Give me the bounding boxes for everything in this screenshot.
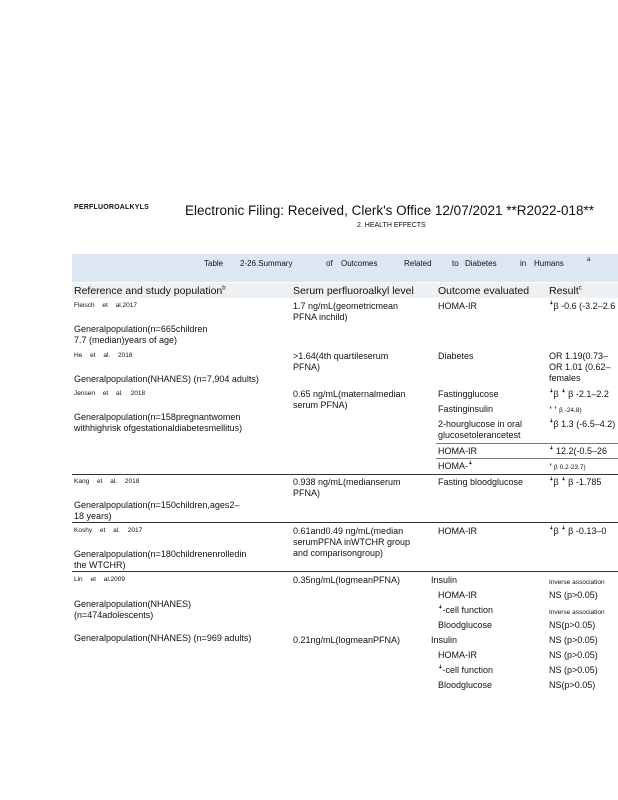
row-serum-level: 0.61and0.49 ng/mL(median serumPFNA inWTCHR group and comparisongroup) <box>293 526 411 558</box>
row-population: Generalpopulation(n=158pregnantwomen withhighrisk ofgestationaldiabetesmellitus) <box>74 412 243 433</box>
row-result: ꜜ β 0.2-23.7) <box>549 464 586 471</box>
row-divider <box>72 522 618 523</box>
sub-row-divider <box>436 458 618 459</box>
row-serum-level: 1.7 ng/mL(geometricmean PFNA inchild) <box>293 301 399 322</box>
row-citation: Jensen et al. 2018 <box>74 390 146 397</box>
row-citation: Fleisch et al.2017 <box>74 302 137 309</box>
column-header-level: Serum perfluoroalkyl level <box>293 285 414 297</box>
row-outcome: Fastingglucose <box>438 389 499 399</box>
row-divider <box>72 571 618 572</box>
row-result: Inverse association <box>549 609 605 616</box>
column-header-population: Reference and study population$^b$ <box>74 285 226 297</box>
row-outcome: Fasting bloodglucose <box>438 477 524 487</box>
row-outcome: HOMA-IR <box>438 590 477 600</box>
row-population: Generalpopulation(NHANES) (n=7,904 adults) <box>74 374 259 384</box>
row-outcome: HOMA-IR <box>438 446 477 456</box>
table-caption-word: to <box>452 259 459 268</box>
row-outcome: Insulin <box>431 635 458 645</box>
row-population: Generalpopulation(NHANES) (n=969 adults) <box>74 633 252 643</box>
row-population: Generalpopulation(n=665children 7.7 (median)years of age) <box>74 324 208 345</box>
row-result: ꜜβ ꜜ β -0.13–0 <box>549 526 607 536</box>
row-serum-level: >1.64(4th quartileserum PFNA) <box>293 351 389 372</box>
row-population: Generalpopulation(n=180childrenenrolledin the WTCHR) <box>74 549 247 570</box>
row-outcome: ꜜ-cell function <box>438 665 494 675</box>
row-result: OR 1.19(0.73– OR 1.01 (0.62– females <box>549 351 611 383</box>
row-citation: Lin et al.2009 <box>74 576 126 583</box>
table-caption-word: Diabetes <box>465 259 497 268</box>
row-outcome: HOMA-IR <box>438 301 477 311</box>
row-result: Inverse association <box>549 579 605 586</box>
running-header-topic: PERFLUOROALKYLS <box>74 204 149 211</box>
table-caption-word: Related <box>404 259 432 268</box>
row-serum-level: 0.35ng/mL(logmeanPFNA) <box>293 575 401 585</box>
row-result: NS (p>0.05) <box>549 650 598 660</box>
row-outcome: HOMA-ꜜ <box>438 461 473 471</box>
row-outcome: Diabetes <box>438 351 474 361</box>
row-result: NS(p>0.05) <box>549 680 596 690</box>
row-divider <box>72 474 618 475</box>
row-result: NS (p>0.05) <box>549 635 598 645</box>
table-caption-word: in <box>520 259 527 268</box>
row-citation: He et al. 2018 <box>74 352 133 359</box>
row-result: ꜜβ ꜜ β -2.1–2.2 <box>549 389 609 399</box>
table-caption-word: of <box>326 259 333 268</box>
row-outcome: Insulin <box>431 575 458 585</box>
row-population: Generalpopulation(n=150children,ages2– 18 years) <box>74 500 240 521</box>
row-result: NS(p>0.05) <box>549 620 596 630</box>
row-outcome: HOMA-IR <box>438 526 477 536</box>
table-caption-word: Outcomes <box>341 259 378 268</box>
section-header: 2. HEALTH EFFECTS <box>357 222 426 229</box>
row-outcome: HOMA-IR <box>438 650 477 660</box>
filing-stamp-title: Electronic Filing: Received, Clerk's Office 12/07/2021 **R2022-018** <box>185 203 595 218</box>
row-serum-level: 0.21ng/mL(logmeanPFNA) <box>293 635 401 645</box>
table-caption-word: Table <box>204 259 224 268</box>
row-serum-level: 0.65 ng/mL(maternalmedian serum PFNA) <box>293 389 406 410</box>
row-outcome: Bloodglucose <box>438 680 493 690</box>
row-outcome: Bloodglucose <box>438 620 493 630</box>
row-result: NS (p>0.05) <box>549 590 598 600</box>
row-result: ꜜβ -0.6 (-3.2–2.6 <box>549 301 616 311</box>
column-header-result: Result$^c$ <box>549 285 582 297</box>
row-outcome: Fastinginsulin <box>438 404 494 414</box>
column-header-outcome: Outcome evaluated <box>438 285 530 297</box>
row-serum-level: 0.938 ng/mL(medianserum PFNA) <box>293 477 401 498</box>
row-outcome: ꜜ-cell function <box>438 605 494 615</box>
row-result: ꜜβ ꜜ β -1.785 <box>549 477 602 487</box>
table-caption-footnote-mark: a <box>587 257 591 263</box>
row-citation: Kang et al. 2018 <box>74 478 140 485</box>
sub-row-divider <box>436 443 618 444</box>
row-result: ꜜ 12.2(-0.5–26 <box>549 446 608 456</box>
row-citation: Koshy et al. 2017 <box>74 527 143 534</box>
row-population: Generalpopulation(NHANES) (n=474adolescents) <box>74 599 192 620</box>
table-caption-word: 2-26.Summary <box>240 259 293 268</box>
row-result: NS (p>0.05) <box>549 665 598 675</box>
row-result: ꜜβ 1.3 (-6.5–4.2) <box>549 419 616 429</box>
table-caption-word: Humans <box>534 259 564 268</box>
row-outcome: 2-hourglucose in oral glucosetolerancetest <box>438 419 523 440</box>
row-result: ꜜ ꜜ β -24.8) <box>549 407 582 414</box>
